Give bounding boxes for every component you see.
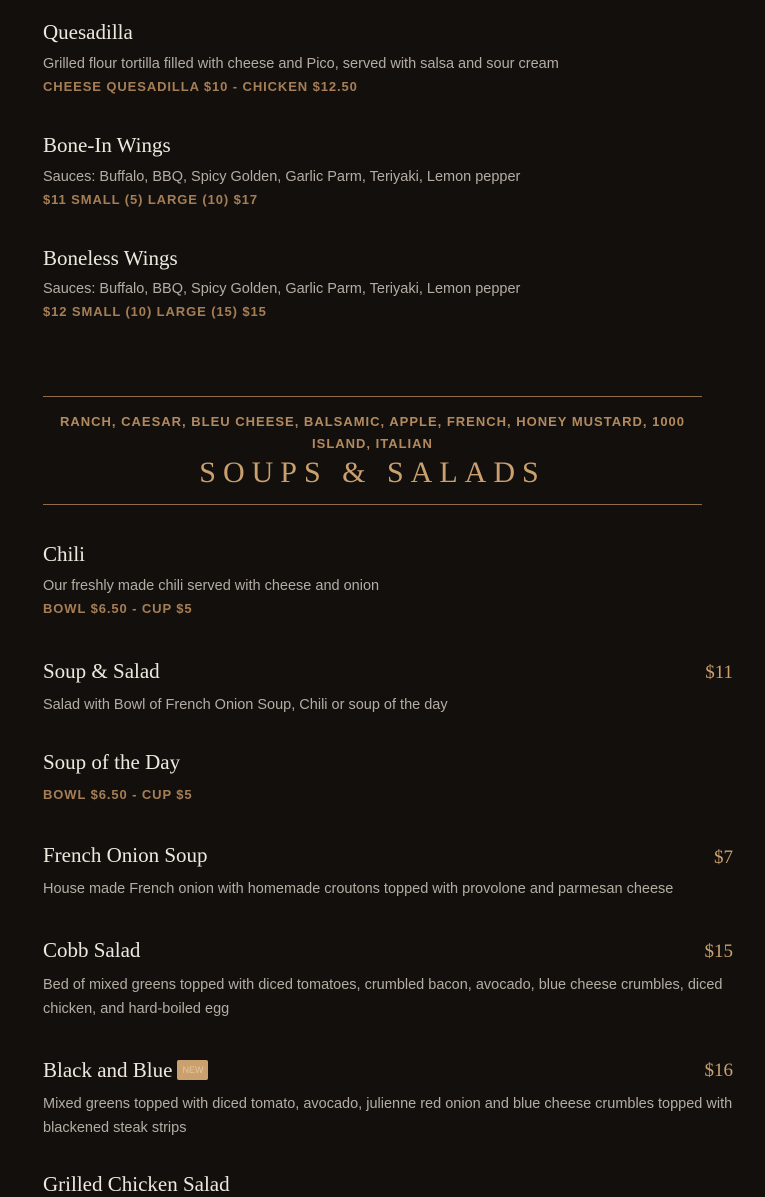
section-title: SOUPS & SALADS — [199, 456, 546, 489]
section-divider-bottom — [43, 504, 702, 505]
item-description: Mixed greens topped with diced tomato, avocado, julienne red onion and blue cheese crumbles topped with blackened steak strips — [43, 1096, 733, 1136]
item-name-text: Black and Blue — [43, 1058, 173, 1082]
item-variants: CHEESE QUESADILLA $10 - CHICKEN $12.50 — [43, 79, 358, 94]
menu-item-quesadilla — [43, 19, 733, 97]
item-name: Cobb Salad — [43, 938, 141, 962]
item-description: Salad with Bowl of French Onion Soup, Chili or soup of the day — [43, 697, 448, 713]
item-name: Bone-In Wings — [43, 133, 171, 157]
menu-item-boneless-wings — [43, 245, 733, 322]
item-price: $15 — [704, 941, 733, 962]
menu-item-soup-of-the-day — [43, 749, 733, 805]
menu-item-soup-and-salad — [43, 658, 733, 717]
item-name: Soup & Salad — [43, 659, 160, 683]
item-variants: $11 SMALL (5) LARGE (10) $17 — [43, 192, 258, 207]
item-price: $16 — [704, 1060, 733, 1081]
menu-item-french-onion-soup — [43, 842, 733, 901]
item-name: Boneless Wings — [43, 246, 178, 270]
item-description: Bed of mixed greens topped with diced tomatoes, crumbled bacon, avocado, blue cheese crumbles, diced chicken, and hard-boiled egg — [43, 977, 723, 1017]
item-name — [43, 1057, 733, 1083]
menu-item-bone-in-wings — [43, 132, 733, 210]
item-description: Sauces: Buffalo, BBQ, Spicy Golden, Garlic Parm, Teriyaki, Lemon pepper — [43, 169, 521, 185]
menu-item-black-and-blue — [43, 1057, 733, 1140]
item-name: French Onion Soup — [43, 843, 208, 867]
item-price: $7 — [714, 847, 733, 868]
menu-item-partial: Grilled Chicken Salad — [43, 1172, 230, 1196]
item-name: Soup of the Day — [43, 750, 181, 774]
item-name: Chili — [43, 542, 86, 566]
item-name: Quesadilla — [43, 20, 133, 44]
item-variants: BOWL $6.50 - CUP $5 — [43, 787, 193, 802]
item-description: Our freshly made chili served with cheese and onion — [43, 578, 380, 594]
item-description: Sauces: Buffalo, BBQ, Spicy Golden, Garlic Parm, Teriyaki, Lemon pepper — [43, 281, 521, 297]
item-variants: BOWL $6.50 - CUP $5 — [43, 601, 193, 616]
menu-item-cobb-salad — [43, 937, 733, 1021]
item-price: $11 — [705, 662, 733, 683]
item-description: House made French onion with homemade croutons topped with provolone and parmesan cheese — [43, 881, 674, 897]
section-divider-top — [43, 396, 702, 397]
item-variants: $12 SMALL (10) LARGE (15) $15 — [43, 304, 267, 319]
dressing-options: RANCH, CAESAR, BLEU CHEESE, BALSAMIC, APPLE, FRENCH, HONEY MUSTARD, 1000 ISLAND, ITALIAN — [59, 414, 686, 451]
new-badge: NEW — [177, 1060, 208, 1080]
item-description: Grilled flour tortilla filled with cheese and Pico, served with salsa and sour cream — [43, 56, 559, 72]
menu-item-chili — [43, 541, 733, 619]
